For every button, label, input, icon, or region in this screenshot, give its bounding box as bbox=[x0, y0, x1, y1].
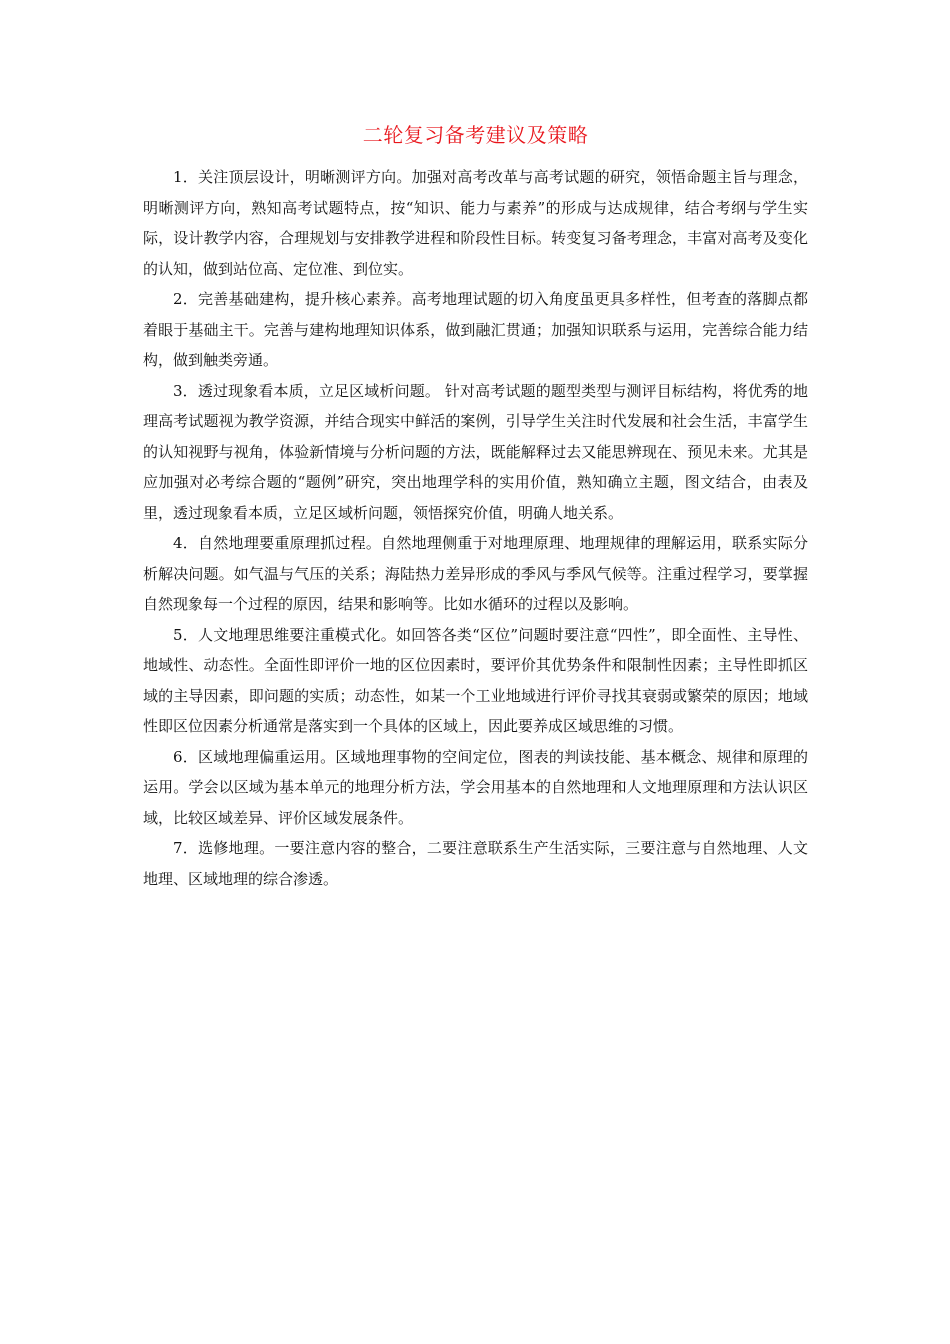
paragraph-7: 7．选修地理。一要注意内容的整合，二要注意联系生产生活实际，三要注意与自然地理、人文地理、区域地理的综合渗透。 bbox=[143, 839, 808, 888]
paragraph-3: 3．透过现象看本质，立足区域析问题。 针对高考试题的题型类型与测评目标结构，将优秀的地理高考试题视为教学资源，并结合现实中鲜活的案例，引导学生关注时代发展和社会生活，丰富学生的认知视野与视角，体验新情境与分析问题的方法，既能解释过去又能思辨现在、预见未来。尤其是应加强对必考综合题的“题例”研究，突出地理学科的实用价值，熟知确立主题，图文结合，由表及里，透过现象看本质，立足区域析问题，领悟探究价值，明确人地关系。 bbox=[143, 381, 808, 522]
paragraph-2: 2．完善基础建构，提升核心素养。高考地理试题的切入角度虽更具多样性，但考查的落脚点都着眼于基础主干。完善与建构地理知识体系，做到融汇贯通；加强知识联系与运用，完善综合能力结构，做到触类旁通。 bbox=[143, 290, 808, 369]
paragraph-1: 1．关注顶层设计，明晰测评方向。加强对高考改革与高考试题的研究，领悟命题主旨与理念，明晰测评方向，熟知高考试题特点，按“知识、能力与素养”的形成与达成规律，结合考纲与学生实际，设计教学内容，合理规划与安排教学进程和阶段性目标。转变复习备考理念，丰富对高考及变化的认知，做到站位高、定位准、到位实。 bbox=[143, 168, 808, 278]
paragraph-6: 6．区域地理偏重运用。区域地理事物的空间定位，图表的判读技能、基本概念、规律和原理的运用。学会以区域为基本单元的地理分析方法，学会用基本的自然地理和人文地理原理和方法认识区域，比较区域差异、评价区域发展条件。 bbox=[143, 747, 808, 827]
paragraph-5: 5．人文地理思维要注重模式化。如回答各类“区位”问题时要注意“四性”，即全面性、主导性、地域性、动态性。全面性即评价一地的区位因素时，要评价其优势条件和限制性因素；主导性即抓区域的主导因素，即问题的实质；动态性，如某一个工业地域进行评价寻找其衰弱或繁荣的原因；地域性即区位因素分析通常是落实到一个具体的区域上，因此要养成区域思维的习惯。 bbox=[143, 625, 808, 735]
paragraph-4: 4．自然地理要重原理抓过程。自然地理侧重于对地理原理、地理规律的理解运用，联系实际分析解决问题。如气温与气压的关系；海陆热力差异形成的季风与季风气候等。注重过程学习，要掌握自然现象每一个过程的原因，结果和影响等。比如水循环的过程以及影响。 bbox=[143, 534, 808, 613]
document-page bbox=[143, 118, 808, 894]
document-title: 二轮复习备考建议及策略 bbox=[362, 123, 589, 147]
